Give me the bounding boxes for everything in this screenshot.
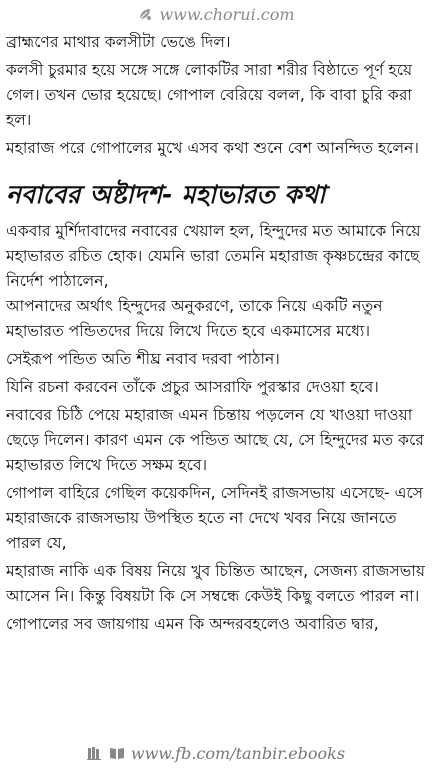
footer-site-url: www.fb.com/tanbir.ebooks — [130, 743, 346, 763]
paragraph-1: একবার মুর্শিদাবাদের নবাবের খেয়াল হল, হিন্দুদের মত আমাকে নিয়ে মহাভারত রচিত হোক। যেমনি ভারা তেমনি মহারাজ কৃষ্ণচন্দ্রের কাছে নির্দেশ পাঠালেন, — [6, 222, 421, 290]
header-site-url: www.chorui.com — [159, 4, 295, 24]
paragraph-2: আপনাদের অর্থাৎ হিন্দুদের অনুকরণে, তাকে নিয়ে একটি নতুন মহাভারত পন্ডিতদের দিয়ে লিখে দিতে হবে একমাসের মধ্যে। — [6, 297, 383, 340]
page-header — [0, 2, 432, 26]
page-content — [6, 30, 426, 637]
paragraph-top-2: কলসী চুরমার হয়ে সঙ্গে সঙ্গে লোকটির সারা শরীর বিষ্ঠাতে পূর্ণ হয়ে গেল। তখন ভোর হয়েছে। গোপাল বেরিয়ে বলল, কি বাবা চুরি করা হল। — [6, 61, 413, 129]
story-heading: নবাবের অষ্টাদশ- মহাভারত কথা — [6, 180, 326, 209]
paragraph-7: মহারাজ নাকি এক বিষয় নিয়ে খুব চিন্তিত আছেন, সেজন্য রাজসভায় আসেন নি। কিন্তু বিষয়টা কি সে সম্বন্ধে কেউই কিছু বলতে পারল না। — [6, 562, 426, 605]
open-book-icon — [109, 746, 125, 760]
paragraph-top-3: মহারাজ পরে গোপালের মুখে এসব কথা শুনে বেশ আনন্দিত হলেন। — [6, 139, 420, 157]
paragraph-top-1: ব্রাহ্মণের মাথার কলসীটা ভেঙে দিল। — [6, 33, 231, 51]
page-footer — [0, 740, 432, 766]
paragraph-4: যিনি রচনা করবেন তাঁকে প্রচুর আসরাফি পুরস্কার দেওয়া হবে। — [6, 378, 379, 396]
paragraph-6: গোপাল বাহিরে গেছিল কয়েকদিন, সেদিনই রাজসভায় এসেছে- এসে মহারাজকে রাজসভায় উপস্থিত হতে না দেখে খবর নিয়ে জানতে পারল যে, — [6, 484, 424, 552]
leaf-logo-icon — [137, 6, 153, 22]
paragraph-5: নবাবের চিঠি পেয়ে মহারাজ এমন চিন্তায় পড়লেন যে খাওয়া দাওয়া ছেড়ে দিলেন। কারণ এমন কে পন্ডিত আছে যে, সে হিন্দুদের মত করে মহাভারত লিখে দিতে সক্ষম হবে। — [6, 406, 424, 474]
paragraph-3: সেইরূপ পন্ডিত অতি শীঘ্র নবাব দরবা পাঠান। — [6, 350, 280, 368]
books-icon — [87, 746, 103, 760]
paragraph-8: গোপালের সব জায়গায় এমন কি অন্দরবহলেও অবারিত দ্বার, — [6, 615, 379, 633]
